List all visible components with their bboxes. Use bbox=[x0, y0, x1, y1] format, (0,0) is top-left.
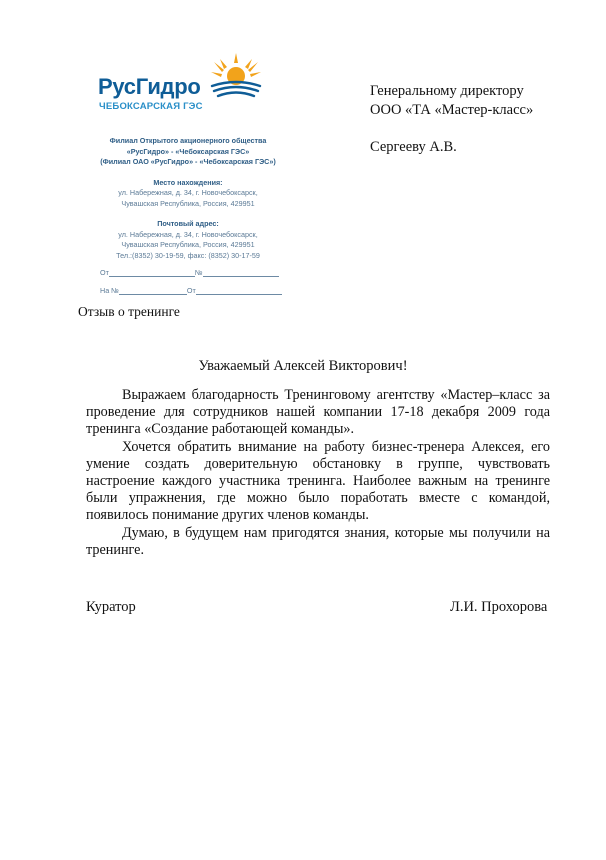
postal-heading: Почтовый адрес: bbox=[157, 219, 219, 228]
body-paragraph: Думаю, в будущем нам пригодятся знания, которые мы получили на тренинге. bbox=[86, 524, 550, 558]
field-label-from2: От bbox=[186, 286, 196, 295]
field-label-from: От bbox=[100, 268, 109, 277]
greeting: Уважаемый Алексей Викторович! bbox=[198, 358, 408, 374]
org-name-block bbox=[88, 136, 288, 168]
brand-name: РусГидро bbox=[98, 74, 201, 99]
body-paragraph: Выражаем благодарность Тренинговому агентству «Мастер–класс за проведение для сотрудников нашей компании 17-18 декабря 2009 года тренинга «Создание работающей команды». bbox=[86, 387, 550, 438]
location-heading: Место нахождения: bbox=[153, 177, 223, 187]
field-line bbox=[203, 268, 279, 277]
recipient-title: Генеральному директору bbox=[370, 83, 524, 99]
recipient-name: Сергееву А.В. bbox=[370, 139, 457, 155]
signature-name: Л.И. Прохорова bbox=[450, 599, 548, 615]
recipient-block bbox=[370, 82, 533, 157]
letterhead bbox=[88, 50, 288, 295]
postal-block bbox=[88, 219, 288, 261]
location-line: Чувашская Республика, Россия, 429951 bbox=[121, 198, 255, 208]
field-line bbox=[109, 268, 195, 277]
recipient-company: ООО «ТА «Мастер-класс» bbox=[370, 102, 534, 118]
field-label-number: № bbox=[194, 268, 203, 277]
location-block bbox=[88, 178, 288, 210]
signature-role: Куратор bbox=[86, 599, 136, 615]
station-name: ЧЕБОКСАРСКАЯ ГЭС bbox=[99, 101, 203, 112]
field-line bbox=[196, 286, 282, 295]
org-line: Филиал Открытого акционерного общества bbox=[109, 136, 267, 145]
postal-line: Чувашская Республика, Россия, 429951 bbox=[121, 240, 255, 249]
field-line bbox=[119, 286, 187, 295]
date-number-field bbox=[88, 268, 288, 277]
reference-field bbox=[88, 286, 288, 295]
org-line: (Филиал ОАО «РусГидро» - «Чебоксарская ГЭС») bbox=[100, 157, 276, 166]
letter-body bbox=[86, 387, 550, 559]
postal-line: ул. Набережная, д. 34, г. Новочебоксарск, bbox=[118, 229, 258, 239]
body-paragraph: Хочется обратить внимание на работу бизнес-тренера Алексея, его умение создать доверительную обстановку в группе, чувствовать настроение каждого участника тренинга. Наиболее важным на тренинге были упражнения, где можно было поработать вместе с командой, появилось понимание других членов команды. bbox=[86, 438, 550, 524]
field-label-on-number: На № bbox=[100, 286, 119, 295]
postal-line: Тел.:(8352) 30-19-59, факс: (8352) 30-17-59 bbox=[116, 250, 260, 260]
company-logo bbox=[88, 50, 288, 112]
sun-logo-icon bbox=[206, 50, 266, 100]
location-line: ул. Набережная, д. 34, г. Новочебоксарск, bbox=[118, 188, 258, 197]
letter-subject: Отзыв о тренинге bbox=[78, 304, 180, 319]
org-line: «РусГидро» - «Чебоксарская ГЭС» bbox=[126, 146, 250, 156]
